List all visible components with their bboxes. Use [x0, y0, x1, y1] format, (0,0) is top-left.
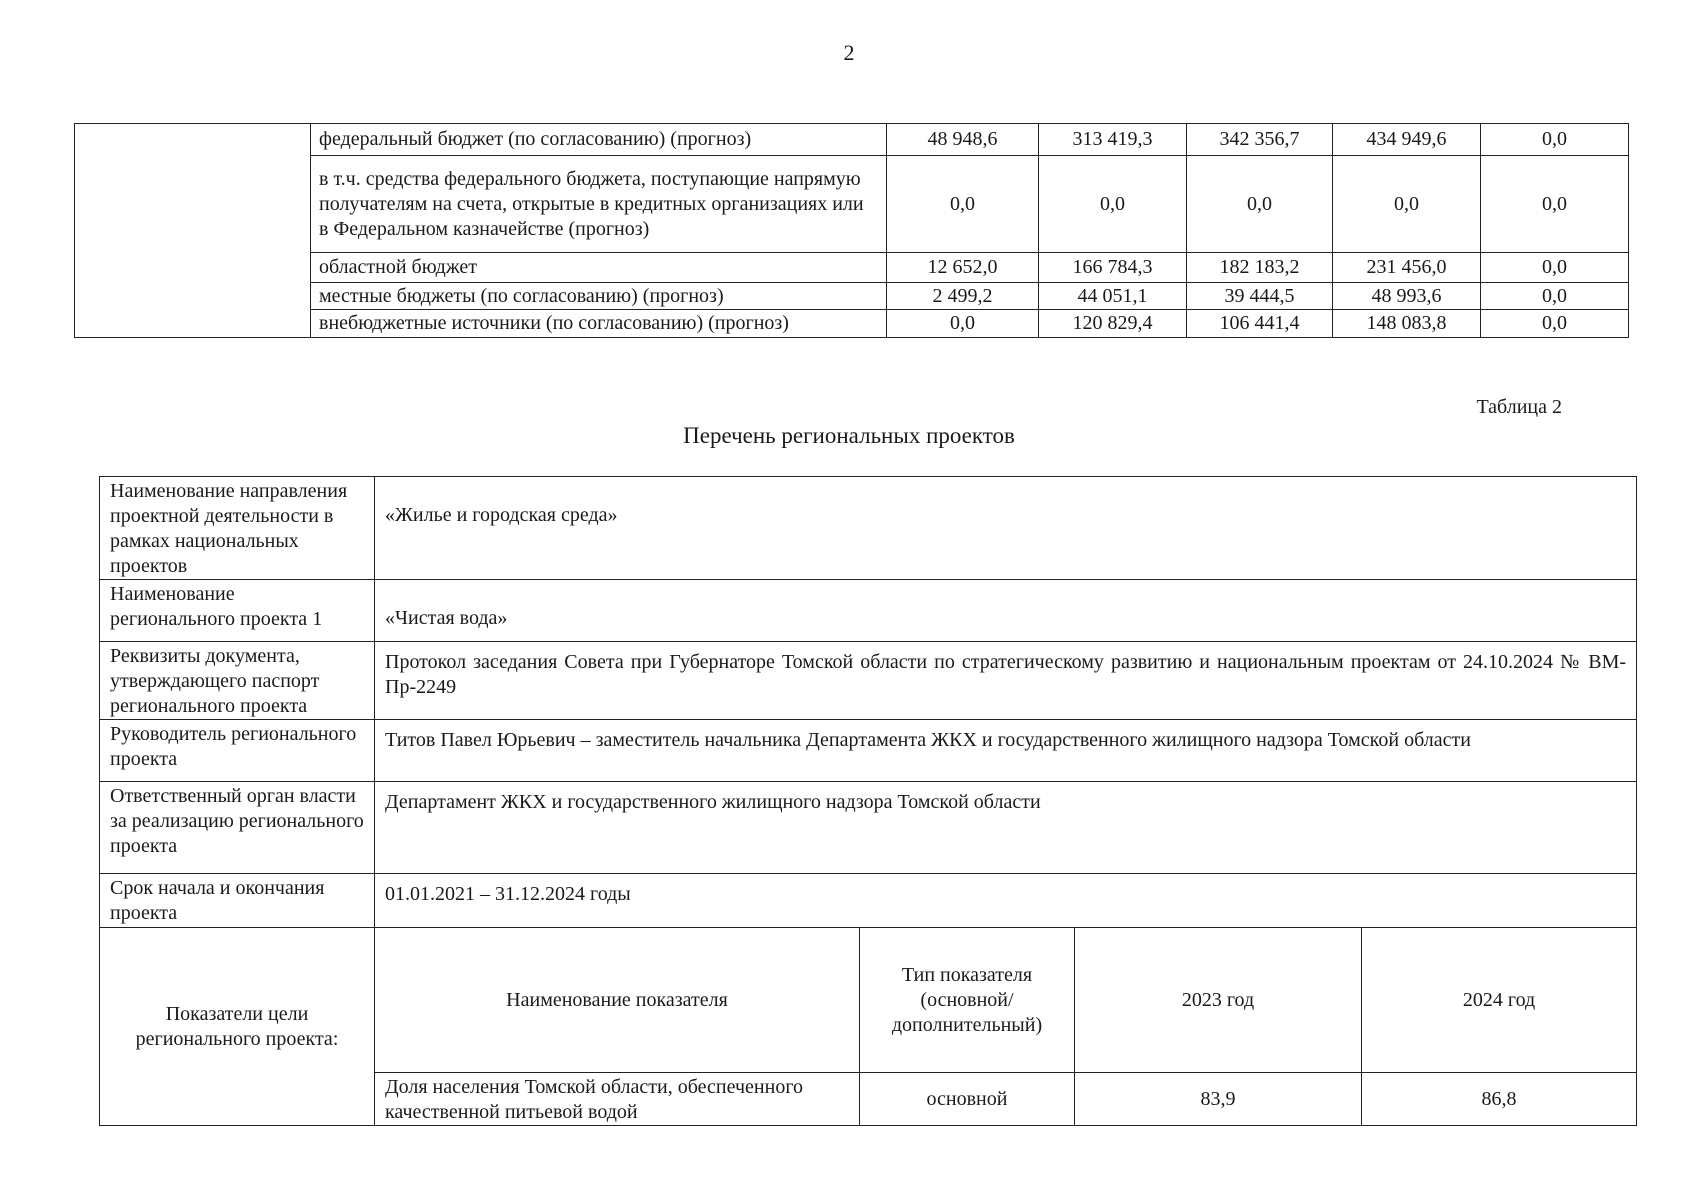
- table-caption: Таблица 2: [1476, 396, 1562, 418]
- row-label: Реквизиты документа, утверждающего паспорт регионального проекта: [100, 642, 375, 720]
- row-label: Срок начала и окончания проекта: [100, 874, 375, 928]
- amount-cell: 12 652,0: [887, 253, 1039, 283]
- amount-cell: 0,0: [1481, 124, 1629, 156]
- row-value: 01.01.2021 – 31.12.2024 годы: [375, 874, 1637, 928]
- amount-cell: 39 444,5: [1187, 283, 1333, 310]
- funding-source: областной бюджет: [311, 253, 887, 283]
- amount-cell: 48 993,6: [1333, 283, 1481, 310]
- row-label: Наименование регионального проекта 1: [100, 580, 375, 642]
- amount-cell: 0,0: [887, 310, 1039, 338]
- amount-cell: 0,0: [1039, 156, 1187, 253]
- budget-row: [75, 124, 1629, 156]
- col-header-name: Наименование показателя: [375, 928, 860, 1073]
- indicator-name: Доля населения Томской области, обеспеченного качественной питьевой водой: [375, 1073, 860, 1126]
- project-row: [100, 642, 1637, 720]
- row-value: «Чистая вода»: [375, 580, 1637, 642]
- amount-cell: 120 829,4: [1039, 310, 1187, 338]
- row-label: Ответственный орган власти за реализацию регионального проекта: [100, 782, 375, 874]
- amount-cell: 44 051,1: [1039, 283, 1187, 310]
- col-header-2024: 2024 год: [1362, 928, 1637, 1073]
- table-title: Перечень региональных проектов: [683, 423, 1015, 448]
- amount-cell: 0,0: [1481, 283, 1629, 310]
- funding-source: местные бюджеты (по согласованию) (прогноз): [311, 283, 887, 310]
- amount-cell: 0,0: [887, 156, 1039, 253]
- row-label: Наименование направления проектной деятельности в рамках национальных проектов: [100, 477, 375, 580]
- amount-cell: 0,0: [1481, 253, 1629, 283]
- col-header-2023: 2023 год: [1075, 928, 1362, 1073]
- row-value: «Жилье и городская среда»: [375, 477, 1637, 580]
- row-value: Департамент ЖКХ и государственного жилищного надзора Томской области: [375, 782, 1637, 874]
- blank-cell: [75, 124, 311, 338]
- budget-table: [74, 123, 1629, 338]
- project-row: [100, 477, 1637, 580]
- amount-cell: 182 183,2: [1187, 253, 1333, 283]
- funding-source: в т.ч. средства федерального бюджета, поступающие напрямую получателям на счета, открытые в кредитных организациях или в Федеральном казначействе (прогноз): [311, 156, 887, 253]
- amount-cell: 0,0: [1481, 310, 1629, 338]
- amount-cell: 0,0: [1481, 156, 1629, 253]
- amount-cell: 313 419,3: [1039, 124, 1187, 156]
- col-header-type: Тип показателя (основной/ дополнительный): [860, 928, 1075, 1073]
- indicator-2024: 86,8: [1362, 1073, 1637, 1126]
- regional-projects-table: [99, 476, 1637, 1126]
- amount-cell: 2 499,2: [887, 283, 1039, 310]
- amount-cell: 106 441,4: [1187, 310, 1333, 338]
- funding-source: внебюджетные источники (по согласованию) (прогноз): [311, 310, 887, 338]
- page-number: 2: [843, 40, 855, 65]
- amount-cell: 166 784,3: [1039, 253, 1187, 283]
- indicator-2023: 83,9: [1075, 1073, 1362, 1126]
- project-row: [100, 580, 1637, 642]
- funding-source: федеральный бюджет (по согласованию) (прогноз): [311, 124, 887, 156]
- amount-cell: 231 456,0: [1333, 253, 1481, 283]
- amount-cell: 148 083,8: [1333, 310, 1481, 338]
- row-label: Руководитель регионального проекта: [100, 720, 375, 782]
- project-row: [100, 874, 1637, 928]
- amount-cell: 48 948,6: [887, 124, 1039, 156]
- amount-cell: 434 949,6: [1333, 124, 1481, 156]
- row-value: Протокол заседания Совета при Губернаторе Томской области по стратегическому развитию и национальным проектам от 24.10.2024 № ВМ-Пр-2249: [375, 642, 1637, 720]
- project-row: [100, 782, 1637, 874]
- indicators-header-row: [100, 928, 1637, 1073]
- row-value: Титов Павел Юрьевич – заместитель начальника Департамента ЖКХ и государственного жилищного надзора Томской области: [375, 720, 1637, 782]
- amount-cell: 0,0: [1333, 156, 1481, 253]
- indicator-type: основной: [860, 1073, 1075, 1126]
- indicators-label: Показатели цели регионального проекта:: [100, 928, 375, 1126]
- project-row: [100, 720, 1637, 782]
- amount-cell: 342 356,7: [1187, 124, 1333, 156]
- amount-cell: 0,0: [1187, 156, 1333, 253]
